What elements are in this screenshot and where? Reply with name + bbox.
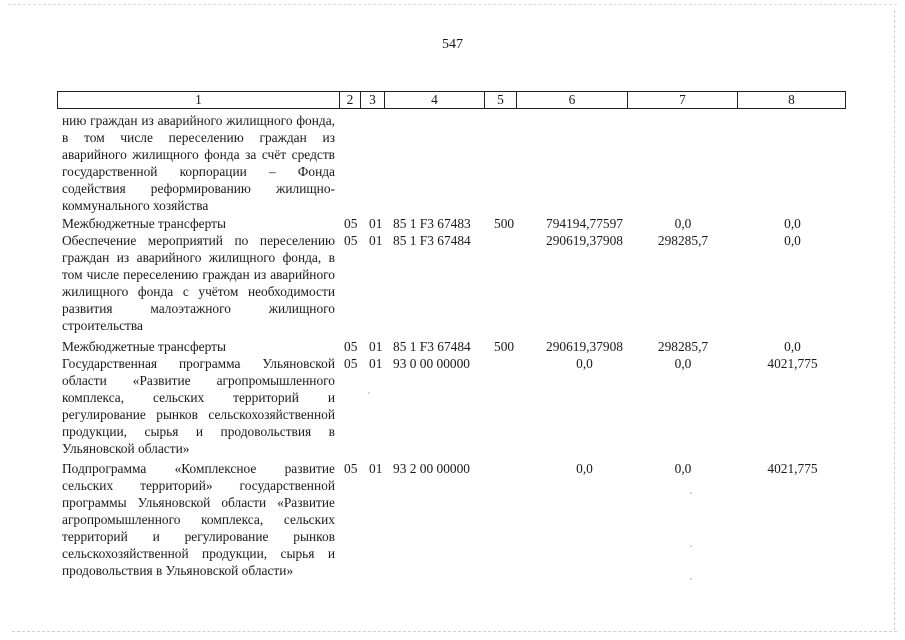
header-col-2: 2: [340, 91, 361, 109]
row-subsection: 01: [369, 233, 383, 248]
row-subsection: 01: [369, 356, 383, 371]
row-amount-col-8: 4021,775: [767, 356, 818, 371]
row-section: 05: [344, 216, 358, 231]
row-description: Государственная программа Ульяновской области «Развитие агропромышленного комплекса, сельских территорий и регулирование рынков сельскохозяйственной продукции, сырья и продовольствия в Ульяновской области»: [62, 356, 335, 456]
table-header: [57, 91, 846, 109]
row-amount-col-8: 0,0: [784, 216, 801, 231]
row-description: Межбюджетные трансферты: [62, 339, 226, 354]
row-subsection: 01: [369, 461, 383, 476]
header-col-3: 3: [361, 91, 385, 109]
row-amount-col-7: 0,0: [674, 461, 692, 476]
scan-edge-right: [894, 10, 895, 630]
row-amount-col-7: 0,0: [674, 356, 692, 371]
scan-speck: [690, 545, 692, 547]
row-amount-col-6: 0,0: [576, 461, 593, 476]
row-target-code: 85 1 F3 67483: [393, 216, 471, 231]
scan-speck: [690, 492, 692, 494]
row-expense-type: 500: [494, 216, 515, 231]
scan-speck: [690, 578, 692, 580]
header-col-1: 1: [57, 91, 340, 109]
page-number: 547: [442, 37, 463, 52]
scan-speck: [368, 392, 370, 394]
row-target-code: 85 1 F3 67484: [393, 233, 471, 248]
row-amount-col-7: 0,0: [674, 216, 692, 231]
row-description: нию граждан из аварийного жилищного фонда, в том числе переселению граждан из аварийного жилищного фонда за счёт средств государственной корпорации – Фонда содействия реформированию жилищно-коммунального хозяйства: [62, 113, 335, 213]
row-amount-col-8: 0,0: [784, 233, 801, 248]
row-target-code: 93 0 00 00000: [393, 356, 470, 371]
header-col-7: 7: [628, 91, 738, 109]
row-section: 05: [344, 339, 358, 354]
row-amount-col-6: 0,0: [576, 356, 593, 371]
header-col-5: 5: [485, 91, 517, 109]
row-target-code: 93 2 00 00000: [393, 461, 470, 476]
row-section: 05: [344, 461, 358, 476]
row-description: Обеспечение мероприятий по переселению граждан из аварийного жилищного фонда, в том числе переселению граждан из аварийного жилищного фонда с учётом необходимости развития малоэтажного жилищного строительства: [62, 233, 335, 333]
row-subsection: 01: [369, 339, 383, 354]
header-col-8: 8: [738, 91, 846, 109]
row-target-code: 85 1 F3 67484: [393, 339, 471, 354]
header-col-4: 4: [385, 91, 485, 109]
row-amount-col-8: 4021,775: [767, 461, 818, 476]
row-amount-col-6: 794194,77597: [546, 216, 623, 231]
row-amount-col-6: 290619,37908: [546, 339, 623, 354]
row-expense-type: 500: [494, 339, 515, 354]
row-amount-col-7: 298285,7: [657, 233, 709, 248]
row-description: Межбюджетные трансферты: [62, 216, 226, 231]
row-amount-col-8: 0,0: [784, 339, 801, 354]
scan-edge-top: [8, 4, 897, 5]
scan-edge-bottom: [12, 631, 897, 632]
row-section: 05: [344, 233, 358, 248]
row-section: 05: [344, 356, 358, 371]
row-amount-col-7: 298285,7: [657, 339, 709, 354]
row-subsection: 01: [369, 216, 383, 231]
row-amount-col-6: 290619,37908: [546, 233, 623, 248]
header-col-6: 6: [517, 91, 628, 109]
row-description: Подпрограмма «Комплексное развитие сельских территорий» государственной программы Ульяновской области «Развитие агропромышленного комплекса, сельских территорий и регулирование рынков сельскохозяйственной продукции, сырья и продовольствия в Ульяновской области»: [62, 461, 335, 578]
